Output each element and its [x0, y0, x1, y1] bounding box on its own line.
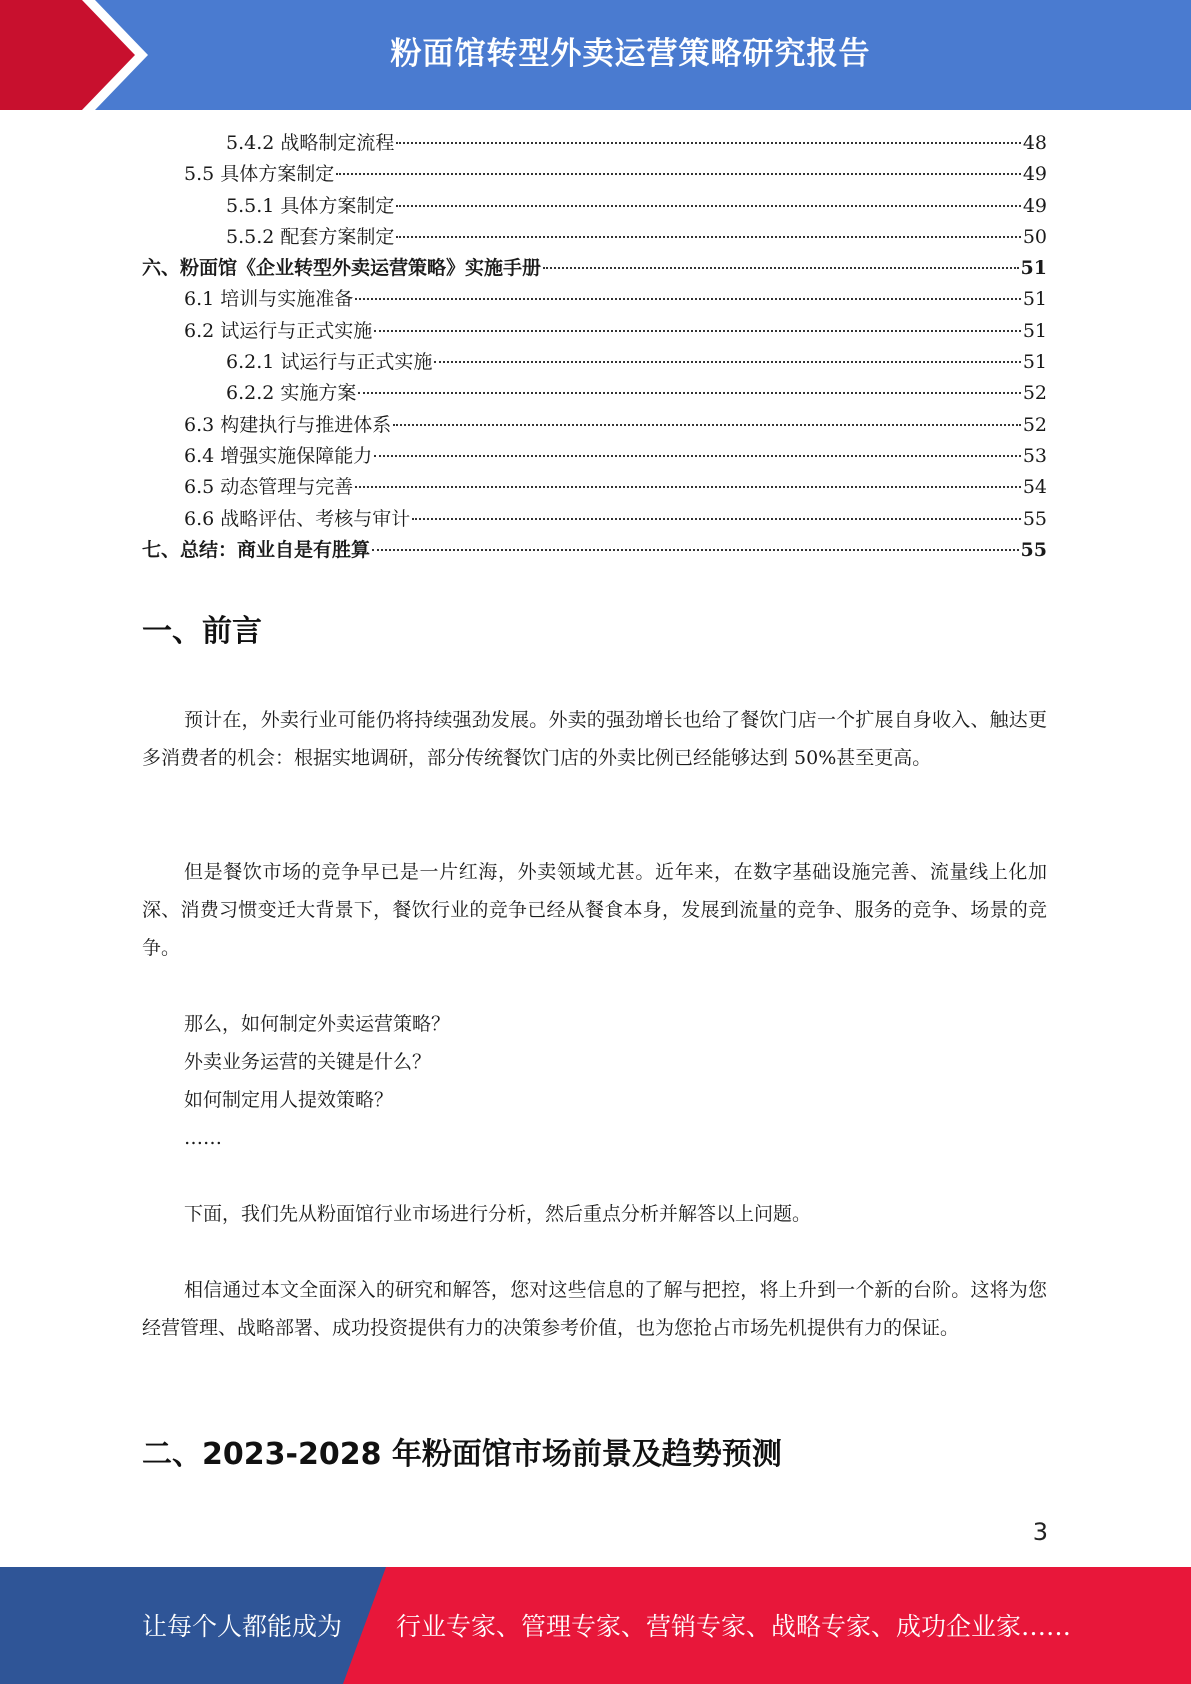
toc-entry-label: 5.5.2 配套方案制定 [226, 225, 395, 248]
toc-entry[interactable] [142, 504, 1047, 535]
ellipsis: …… [184, 1127, 222, 1149]
paragraph: 预计在，外卖行业可能仍将持续强劲发展。外卖的强劲增长也给了餐饮门店一个扩展自身收入、触达更多消费者的机会：根据实地调研，部分传统餐饮门店的外卖比例已经能够达到 50%甚至更高。 [142, 709, 1047, 769]
toc-dot-leader [396, 142, 1020, 144]
paragraph: 下面，我们先从粉面馆行业市场进行分析，然后重点分析并解答以上问题。 [184, 1203, 812, 1225]
toc-entry-page: 53 [1022, 444, 1047, 467]
paragraph: 但是餐饮市场的竞争早已是一片红海，外卖领域尤甚。近年来，在数字基础设施完善、流量线上化加深、消费习惯变迁大背景下，餐饮行业的竞争已经从餐食本身，发展到流量的竞争、服务的竞争、场景的竞争。 [142, 861, 1047, 959]
toc-entry-label: 6.3 构建执行与推进体系 [184, 413, 392, 436]
toc-entry-label: 六、粉面馆《企业转型外卖运营策略》实施手册 [142, 257, 542, 280]
question-item: 外卖业务运营的关键是什么？ [184, 1051, 432, 1073]
toc-entry[interactable] [142, 128, 1047, 159]
toc-entry-page: 51 [1022, 288, 1047, 311]
toc-dot-leader [336, 173, 1021, 175]
toc-dot-leader [355, 486, 1021, 488]
toc-entry[interactable] [142, 378, 1047, 409]
toc-entry-label: 5.5.1 具体方案制定 [226, 194, 395, 217]
toc-entry-page: 49 [1022, 163, 1047, 186]
toc-entry-label: 6.2.2 实施方案 [226, 382, 357, 405]
page-header [0, 0, 1191, 110]
toc-entry-label: 6.6 战略评估、考核与审计 [184, 507, 411, 530]
toc-dot-leader [543, 267, 1019, 269]
toc-dot-leader [396, 205, 1020, 207]
toc-entry-label: 5.5 具体方案制定 [184, 163, 335, 186]
toc-entry-page: 51 [1022, 351, 1047, 374]
question-list [184, 1005, 450, 1157]
question-item: 如何制定用人提效策略？ [184, 1089, 394, 1111]
toc-entry-page: 48 [1022, 132, 1047, 154]
toc-entry-page: 55 [1020, 538, 1047, 561]
footer-slogan-right: 行业专家、管理专家、营销专家、战略专家、成功企业家…… [396, 1612, 1072, 1641]
table-of-contents [142, 128, 1047, 566]
toc-entry[interactable] [142, 441, 1047, 472]
toc-dot-leader [372, 549, 1019, 551]
toc-dot-leader [358, 392, 1020, 394]
toc-entry-label: 6.2 试运行与正式实施 [184, 319, 373, 342]
toc-dot-leader [396, 236, 1020, 238]
section-heading-forecast: 二、2023-2028 年粉面馆市场前景及趋势预测 [142, 1437, 782, 1472]
toc-entry-page: 54 [1022, 476, 1047, 499]
toc-entry-page: 50 [1022, 225, 1047, 248]
toc-entry[interactable] [142, 410, 1047, 441]
toc-entry-page: 52 [1022, 413, 1047, 436]
toc-dot-leader [393, 424, 1021, 426]
toc-entry-label: 6.5 动态管理与完善 [184, 476, 354, 499]
toc-entry[interactable] [142, 316, 1047, 347]
toc-entry[interactable] [142, 535, 1047, 566]
toc-entry[interactable] [142, 284, 1047, 315]
toc-entry-label: 七、总结：商业自是有胜算 [142, 538, 371, 561]
toc-entry[interactable] [142, 472, 1047, 503]
document-title: 粉面馆转型外卖运营策略研究报告 [390, 36, 871, 72]
toc-dot-leader [434, 361, 1020, 363]
toc-entry-label: 6.2.1 试运行与正式实施 [226, 351, 433, 374]
toc-entry[interactable] [142, 253, 1047, 284]
question-item: 那么，如何制定外卖运营策略？ [184, 1013, 451, 1035]
toc-entry[interactable] [142, 159, 1047, 190]
toc-dot-leader [374, 455, 1021, 457]
toc-entry-page: 55 [1022, 507, 1047, 530]
toc-entry[interactable] [142, 347, 1047, 378]
toc-dot-leader [412, 518, 1021, 520]
page-number: 3 [1032, 1518, 1048, 1546]
footer-slogan-left: 让每个人都能成为 [142, 1612, 343, 1641]
page-footer [0, 1567, 1191, 1684]
toc-entry-page: 51 [1020, 257, 1047, 280]
toc-entry[interactable] [142, 222, 1047, 253]
toc-entry-label: 6.4 增强实施保障能力 [184, 444, 373, 467]
toc-dot-leader [374, 330, 1021, 332]
paragraph: 相信通过本文全面深入的研究和解答，您对这些信息的了解与把控，将上升到一个新的台阶。这将为您经营管理、战略部署、成功投资提供有力的决策参考价值，也为您抢占市场先机提供有力的保证。 [142, 1279, 1047, 1339]
toc-entry-label: 5.4.2 战略制定流程 [226, 132, 395, 154]
toc-entry-page: 49 [1022, 194, 1047, 217]
toc-dot-leader [355, 298, 1021, 300]
section-heading-preface: 一、前言 [142, 614, 262, 649]
toc-entry[interactable] [142, 191, 1047, 222]
toc-entry-label: 6.1 培训与实施准备 [184, 288, 354, 311]
toc-entry-page: 52 [1022, 382, 1047, 405]
toc-entry-page: 51 [1022, 319, 1047, 342]
